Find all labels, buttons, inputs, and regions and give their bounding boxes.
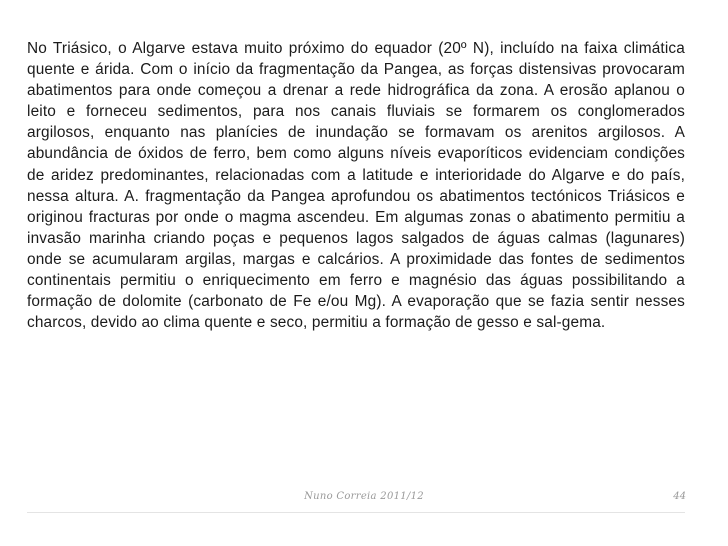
footer-author: Nuno Correia 2011/12 <box>304 491 424 502</box>
footer-divider <box>27 512 685 513</box>
page-number: 44 <box>673 491 686 502</box>
slide-body-text: No Triásico, o Algarve estava muito próximo do equador (20º N), incluído na faixa climática quente e árida. Com o início da fragmentação da Pangea, as forças distensivas provocaram abatimentos para onde começou a drenar a rede hidrográfica da zona. A erosão aplanou o leito e forneceu sedimentos, para nos canais fluviais se formarem os conglomerados argilosos, enquanto nas planícies de inundação se formavam os arenitos argilosos. A abundância de óxidos de ferro, bem como alguns níveis evaporíticos evidenciam condições de aridez predominantes, relacionadas com a latitude e interioridade do Algarve e do país, nessa altura. A. fragmentação da Pangea aprofundou os abatimentos tectónicos Triásicos e originou fracturas por onde o magma ascendeu. Em algumas zonas o abatimento permitiu a invasão marinha criando poças e pequenos lagos salgados de águas calmas (lagunares) onde se acumularam argilas, margas e calcários. A proximidade das fontes de sedimentos continentais permitiu o enriquecimento em ferro e magnésio das águas possibilitando a formação de dolomite (carbonato de Fe e/ou Mg). A evaporação que se fazia sentir nesses charcos, devido ao clima quente e seco, permitiu a formação de gesso e sal-gema. <box>27 40 685 332</box>
